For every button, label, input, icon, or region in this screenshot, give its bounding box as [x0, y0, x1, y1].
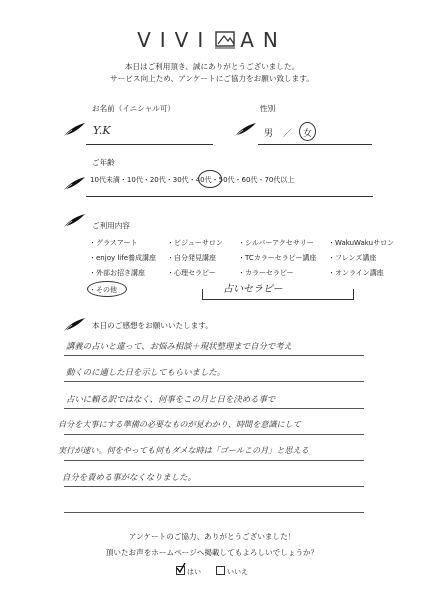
service-other-value[interactable]: 占いセラピー — [223, 284, 283, 295]
intro-line-2: サービス向上ため、アンケートにご協力をお願い致します。 — [110, 74, 314, 83]
age-option[interactable]: 60代 — [241, 176, 258, 184]
ruled-line — [64, 434, 364, 435]
gender-underline — [258, 144, 372, 145]
service-item[interactable]: ・シルバーアクセサリー — [238, 239, 314, 247]
consent-no[interactable] — [216, 566, 248, 577]
service-item[interactable]: ・TCカラーセラピー講座 — [238, 254, 317, 262]
gender-label: 性別 — [260, 104, 276, 113]
quill-pen-icon — [62, 122, 86, 138]
comment-line: 自分を大事にする準備の必要なものが見わかり、時間を意識にして — [58, 419, 301, 429]
service-item[interactable]: ・フレンズ講座 — [328, 254, 377, 262]
service-item[interactable]: ・心理セラピー — [167, 269, 216, 277]
age-option[interactable]: 70代以上 — [264, 176, 295, 184]
brand-name-left: VIVI — [137, 28, 213, 52]
service-other-circle — [87, 281, 127, 297]
age-options: 10代未満・10代・20代・30代・40代・50代・60代・70代以上 — [90, 176, 295, 184]
age-option[interactable]: 10代未満 — [90, 176, 120, 184]
quill-pen-icon — [62, 213, 86, 229]
age-option[interactable]: 10代 — [126, 176, 143, 184]
gender-female-option[interactable]: 女 — [303, 129, 313, 139]
service-item[interactable]: ・ビジューサロン — [167, 239, 223, 247]
comment-line: 自分を責める事がなくなりました。 — [62, 472, 196, 482]
age-option[interactable]: 30代 — [172, 176, 189, 184]
service-item[interactable]: ・オンライン講座 — [328, 269, 384, 277]
gender-male-option[interactable]: 男 — [264, 129, 274, 139]
vivian-logo-icon — [214, 30, 236, 50]
age-label: ご年齢 — [92, 158, 115, 167]
yes-label: はい — [187, 568, 201, 576]
ruled-line — [64, 512, 364, 513]
brand-logo — [0, 28, 424, 52]
age-option-selected[interactable]: 40代 — [195, 176, 212, 184]
check-icon — [176, 563, 186, 573]
comment-line: 講義の占いと違って、お悩み相談＋現状整理まで自分で考え — [66, 341, 292, 351]
age-option[interactable]: 20代 — [149, 176, 166, 184]
service-other-option[interactable]: ・その他 — [89, 286, 117, 294]
comment-line: 動くのに適した日を示してもらいました。 — [66, 367, 226, 377]
age-option[interactable]: 50代 — [218, 176, 235, 184]
quill-pen-icon — [62, 317, 86, 333]
name-value[interactable]: Y.K — [93, 124, 111, 137]
service-item[interactable]: ・外部お招き講座 — [89, 269, 145, 277]
name-label: お名前（イニシャル可） — [92, 104, 176, 113]
age-selected-circle — [195, 170, 222, 188]
brand-name-right: AN — [240, 28, 287, 52]
ruled-line — [64, 355, 364, 356]
ruled-line — [64, 408, 364, 409]
consent-yes[interactable] — [176, 566, 201, 577]
gender-separator: ／ — [283, 129, 293, 139]
age-underline — [86, 196, 373, 197]
ruled-line — [64, 486, 364, 487]
service-item[interactable]: ・カラーセラピー — [238, 269, 294, 277]
footer-question: 頂いたお声をホームページへ掲載してもよろしいでしょうか？ — [105, 548, 319, 557]
quill-pen-icon — [233, 122, 257, 138]
quill-pen-icon — [62, 176, 86, 192]
no-checkbox[interactable] — [216, 566, 225, 575]
gender-selected-circle — [299, 122, 316, 141]
comment-line: 実行が速い。何をやっても何もダメな時は「ゴールこの月」と思える — [58, 445, 309, 455]
ruled-line — [64, 381, 364, 382]
footer-thanks: アンケートのご協力、ありがとうございました！ — [128, 532, 296, 541]
service-item[interactable]: ・自分発見講座 — [167, 254, 216, 262]
name-underline — [86, 144, 213, 145]
comment-line: 占いに頼る訳ではなく、何事をこの月と日を決める事で — [66, 394, 276, 404]
yes-checkbox[interactable] — [176, 566, 185, 575]
no-label: いいえ — [227, 568, 248, 576]
comments-label: 本日のご感想をお願いいたします。 — [92, 321, 213, 330]
service-item[interactable]: ・enjoy life養成講座 — [89, 254, 156, 262]
ruled-line — [64, 460, 364, 461]
services-label: ご利用内容 — [92, 221, 130, 230]
service-item[interactable]: ・WakuWakuサロン — [328, 239, 395, 247]
intro-line-1: 本日はご利用頂き、誠にありがとうございました。 — [124, 62, 300, 71]
service-item[interactable]: ・グラスアート — [89, 239, 138, 247]
